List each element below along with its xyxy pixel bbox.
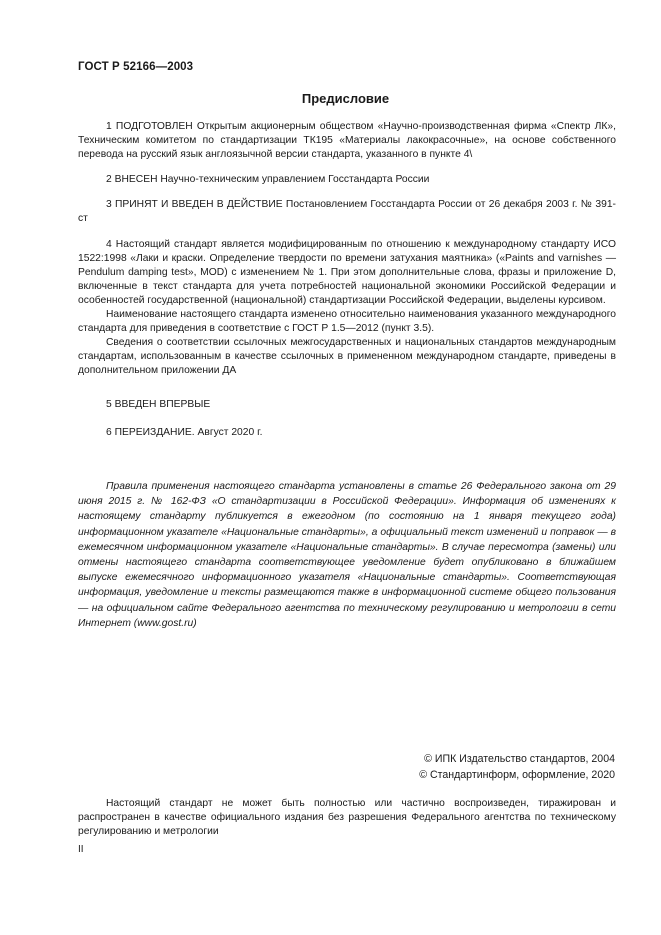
item-4-text: 4 Настоящий стандарт является модифицированным по отношению к международному стандарту ИСО 1522:1998 «Лаки и краски. Определение твердости по времени затухания маятника» («Paints and varnishes — Pendulum damping test», MOD) с изменением № 1. При этом дополнительные слова, фразы и приложение D, включенные в текст стандарта для учета потребностей национальной экономики Российской Федерации и особенностей государственной (национальной) стандартизации Российской Федерации, выделены курсивом. bbox=[78, 239, 616, 306]
notice-text: Правила применения настоящего стандарта установлены в статье 26 Федерального закона от 29 июня 2015 г. № 162-ФЗ «О стандартизации в Российской Федерации». Информация об изменениях к настоящему стандарту публикуется в ежегодном (по состоянию на 1 января текущего года) информационном указателе «Национальные стандарты», а официальный текст изменений и поправок — в ежемесячном информационном указателе «Национальные стандарты». В случае пересмотра (замены) или отмены настоящего стандарта соответствующее уведомление будет опубликовано в ближайшем выпуске ежемесячного информационного указателя «Национальные стандарты». Соответствующая информация, уведомление и тексты размещаются также в информационной системе общего пользования — на официальном сайте Федерального агентства по техническому регулированию и метрологии в сети Интернет (www.gost.ru) bbox=[78, 481, 616, 629]
item-4-name-change: Наименование настоящего стандарта изменено относительно наименования указанного международного стандарта для приведения в соответствие с ГОСТ Р 1.5—2012 (пункт 3.5). bbox=[78, 309, 616, 334]
copyright-line-1: © ИПК Издательство стандартов, 2004 bbox=[424, 753, 615, 765]
item-5 bbox=[78, 398, 616, 412]
rights-notice bbox=[78, 797, 616, 839]
copyright-line-2: © Стандартинформ, оформление, 2020 bbox=[419, 769, 615, 781]
item-4 bbox=[78, 238, 616, 378]
item-1-text: 1 ПОДГОТОВЛЕН Открытым акционерным обществом «Научно-производственная фирма «Спектр ЛК», Техническим комитетом по стандартизации ТК195 «Материалы лакокрасочные», на основе собственного перевода на русский язык англоязычной версии стандарта, указанного в пункте 4\ bbox=[78, 121, 616, 160]
standard-code: ГОСТ Р 52166—2003 bbox=[78, 61, 194, 73]
item-3 bbox=[78, 198, 616, 226]
item-4-references: Сведения о соответствии ссылочных межгосударственных и национальных стандартов международным стандартам, использованным в качестве ссылочных в примененном международном стандарте, приведены в дополнительном приложении ДА bbox=[78, 337, 616, 376]
page-number: II bbox=[78, 844, 84, 855]
item-2-text: 2 ВНЕСЕН Научно-техническим управлением Госстандарта России bbox=[106, 174, 430, 185]
item-6-text: 6 ПЕРЕИЗДАНИЕ. Август 2020 г. bbox=[106, 427, 263, 438]
item-3-text: 3 ПРИНЯТ И ВВЕДЕН В ДЕЙСТВИЕ Постановлением Госстандарта России от 26 декабря 2003 г. № 391-ст bbox=[78, 199, 616, 224]
standard-notice bbox=[78, 479, 616, 631]
item-6 bbox=[78, 426, 616, 440]
item-5-text: 5 ВВЕДЕН ВПЕРВЫЕ bbox=[106, 399, 211, 410]
item-2 bbox=[78, 173, 616, 187]
page-title: Предисловие bbox=[301, 91, 390, 106]
item-1 bbox=[78, 120, 616, 162]
rights-text: Настоящий стандарт не может быть полностью или частично воспроизведен, тиражирован и распространен в качестве официального издания без разрешения Федерального агентства по техническому регулированию и метрологии bbox=[78, 798, 616, 837]
